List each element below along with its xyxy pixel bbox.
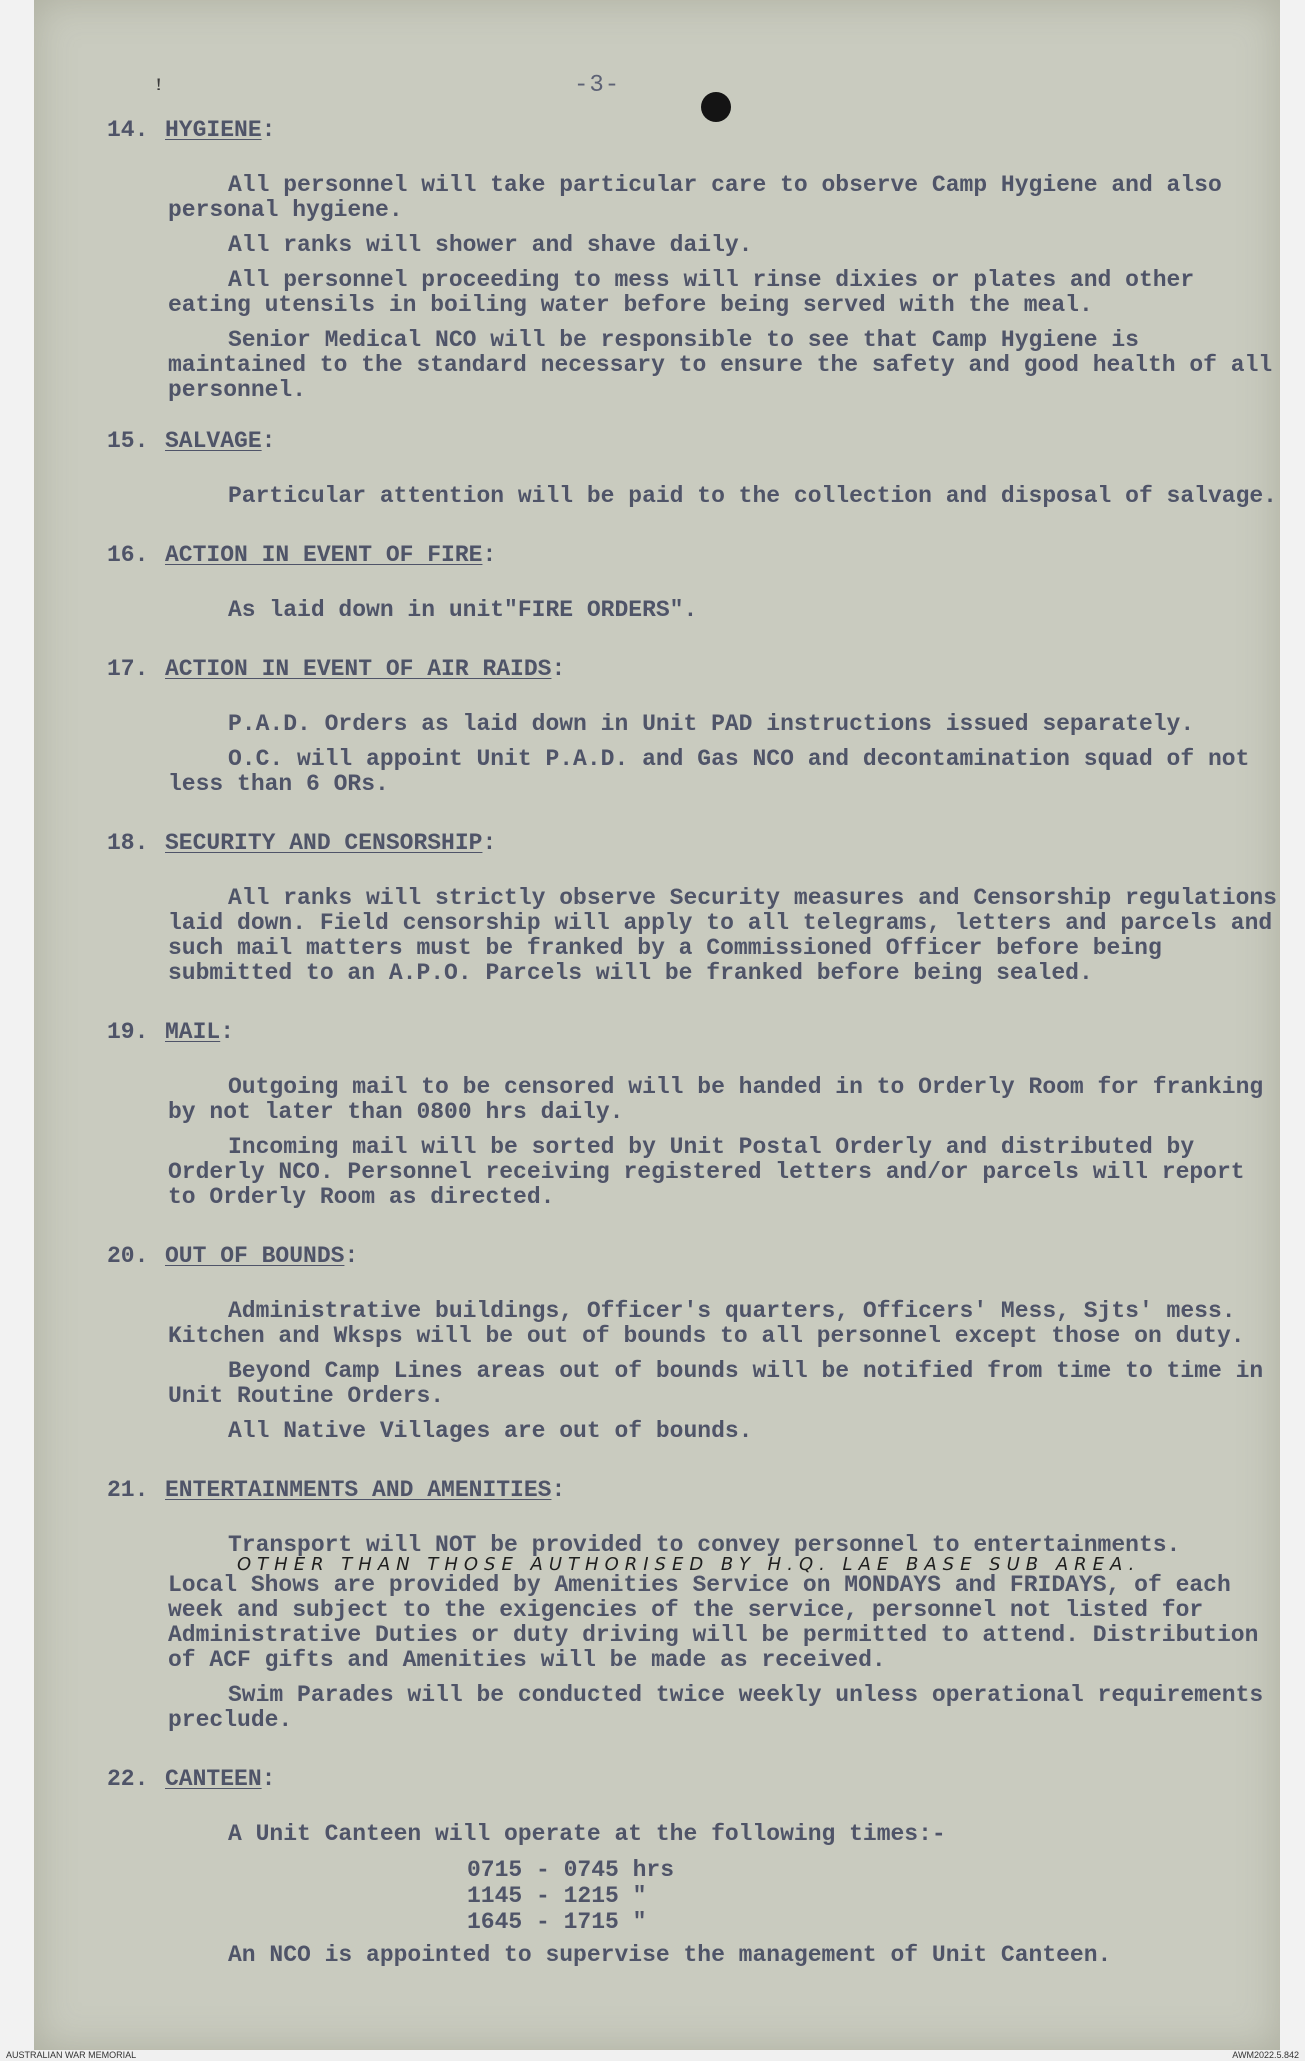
- section-number: 19.: [107, 1019, 149, 1045]
- section-title: MAIL: [165, 1019, 221, 1045]
- section-title: ACTION IN EVENT OF FIRE: [165, 542, 483, 568]
- section-heading: 18. SECURITY AND CENSORSHIP :: [107, 830, 497, 856]
- section-security: [107, 831, 1277, 986]
- section-title: SECURITY AND CENSORSHIP: [165, 830, 483, 856]
- section-heading: 16. ACTION IN EVENT OF FIRE :: [107, 542, 497, 568]
- paragraph: Incoming mail will be sorted by Unit Postal Orderly and distributed by Orderly NCO. Personnel receiving registered letters and/or parcels will report to Orderly Room as directed.: [168, 1134, 1245, 1210]
- paragraph: As laid down in unit"FIRE ORDERS".: [228, 597, 698, 623]
- section-number: 18.: [107, 830, 149, 856]
- document-page: [34, 0, 1280, 2050]
- section-fire: [107, 543, 1277, 623]
- time-slot: 0715 - 0745 hrs: [467, 1857, 675, 1883]
- tick-mark: ꜝ: [152, 82, 166, 107]
- section-title: ACTION IN EVENT OF AIR RAIDS: [165, 656, 552, 682]
- section-out-of-bounds: [107, 1244, 1277, 1444]
- section-air-raids: [107, 657, 1277, 797]
- section-title: HYGIENE: [165, 117, 262, 143]
- paragraph: A Unit Canteen will operate at the following times:-: [228, 1821, 946, 1847]
- section-title: OUT OF BOUNDS: [165, 1243, 345, 1269]
- section-heading: 17. ACTION IN EVENT OF AIR RAIDS :: [107, 656, 566, 682]
- time-slot: 1145 - 1215 ": [467, 1883, 647, 1909]
- archive-footer: [0, 2050, 1305, 2061]
- paragraph: An NCO is appointed to supervise the management of Unit Canteen.: [228, 1942, 1112, 1968]
- section-title: CANTEEN: [165, 1766, 262, 1792]
- document-body: [107, 118, 1277, 2002]
- canteen-times: [107, 1857, 1277, 1935]
- section-number: 20.: [107, 1243, 149, 1269]
- section-heading: 15. SALVAGE :: [107, 428, 276, 454]
- paragraph: O.C. will appoint Unit P.A.D. and Gas NCO and decontamination squad of not less than 6 ORs.: [168, 746, 1250, 797]
- section-entertainments: [107, 1478, 1277, 1733]
- section-heading: 20. OUT OF BOUNDS :: [107, 1243, 359, 1269]
- section-number: 22.: [107, 1766, 149, 1792]
- section-canteen: [107, 1767, 1277, 1968]
- section-heading: 19. MAIL :: [107, 1019, 235, 1045]
- section-number: 17.: [107, 656, 149, 682]
- paragraph: Swim Parades will be conducted twice weekly unless operational requirements preclude.: [168, 1682, 1264, 1733]
- section-number: 15.: [107, 428, 149, 454]
- paragraph: All ranks will shower and shave daily.: [228, 232, 753, 258]
- section-heading: 14. HYGIENE :: [107, 117, 276, 143]
- paragraph: All Native Villages are out of bounds.: [228, 1418, 753, 1444]
- section-salvage: [107, 429, 1277, 509]
- paragraph: Administrative buildings, Officer's quarters, Officers' Mess, Sjts' mess. Kitchen and Wksps will be out of bounds to all personnel except those on duty.: [168, 1298, 1245, 1349]
- section-title: ENTERTAINMENTS AND AMENITIES: [165, 1477, 552, 1503]
- section-number: 21.: [107, 1477, 149, 1503]
- paragraph: Particular attention will be paid to the collection and disposal of salvage.: [228, 483, 1277, 509]
- handwritten-annotation: OTHER THAN THOSE AUTHORISED BY H.Q. LAE BASE SUB AREA.: [237, 1554, 1141, 1575]
- paragraph: Beyond Camp Lines areas out of bounds will be notified from time to time in Unit Routine Orders.: [168, 1358, 1264, 1409]
- paragraph: Transport will NOT be provided to convey personnel to entertainments.: [228, 1532, 1181, 1558]
- section-mail: [107, 1020, 1277, 1210]
- paragraph: P.A.D. Orders as laid down in Unit PAD instructions issued separately.: [228, 711, 1195, 737]
- footer-credit: AUSTRALIAN WAR MEMORIAL: [6, 2050, 137, 2060]
- footer-accession: AWM2022.5.842: [1232, 2050, 1299, 2060]
- section-title: SALVAGE: [165, 428, 262, 454]
- paragraph: All ranks will strictly observe Security measures and Censorship regulations laid down. Field censorship will apply to all telegrams, letters and parcels and such mail matters must be franked by a Commissioned Officer before being submitted to an A.P.O. Parcels will be franked before being sealed.: [168, 885, 1277, 986]
- section-heading: 21. ENTERTAINMENTS AND AMENITIES :: [107, 1477, 566, 1503]
- section-heading: 22. CANTEEN :: [107, 1766, 276, 1792]
- paragraph: All personnel will take particular care to observe Camp Hygiene and also personal hygiene.: [168, 172, 1222, 223]
- paragraph: All personnel proceeding to mess will rinse dixies or plates and other eating utensils in boiling water before being served with the meal.: [168, 267, 1195, 318]
- section-hygiene: [107, 118, 1277, 403]
- section-number: 14.: [107, 117, 149, 143]
- paragraph: Outgoing mail to be censored will be handed in to Orderly Room for franking by not later than 0800 hrs daily.: [168, 1074, 1264, 1125]
- paragraph: Senior Medical NCO will be responsible to see that Camp Hygiene is maintained to the standard necessary to ensure the safety and good health of all personnel.: [168, 327, 1273, 403]
- paragraph: Local Shows are provided by Amenities Service on MONDAYS and FRIDAYS, of each week and subject to the exigencies of the service, personnel not listed for Administrative Duties or duty driving will be permitted to attend. Distribution of ACF gifts and Amenities will be made as received.: [168, 1572, 1259, 1673]
- time-slot: 1645 - 1715 ": [467, 1909, 647, 1935]
- section-number: 16.: [107, 542, 149, 568]
- page-number: -3-: [574, 72, 621, 99]
